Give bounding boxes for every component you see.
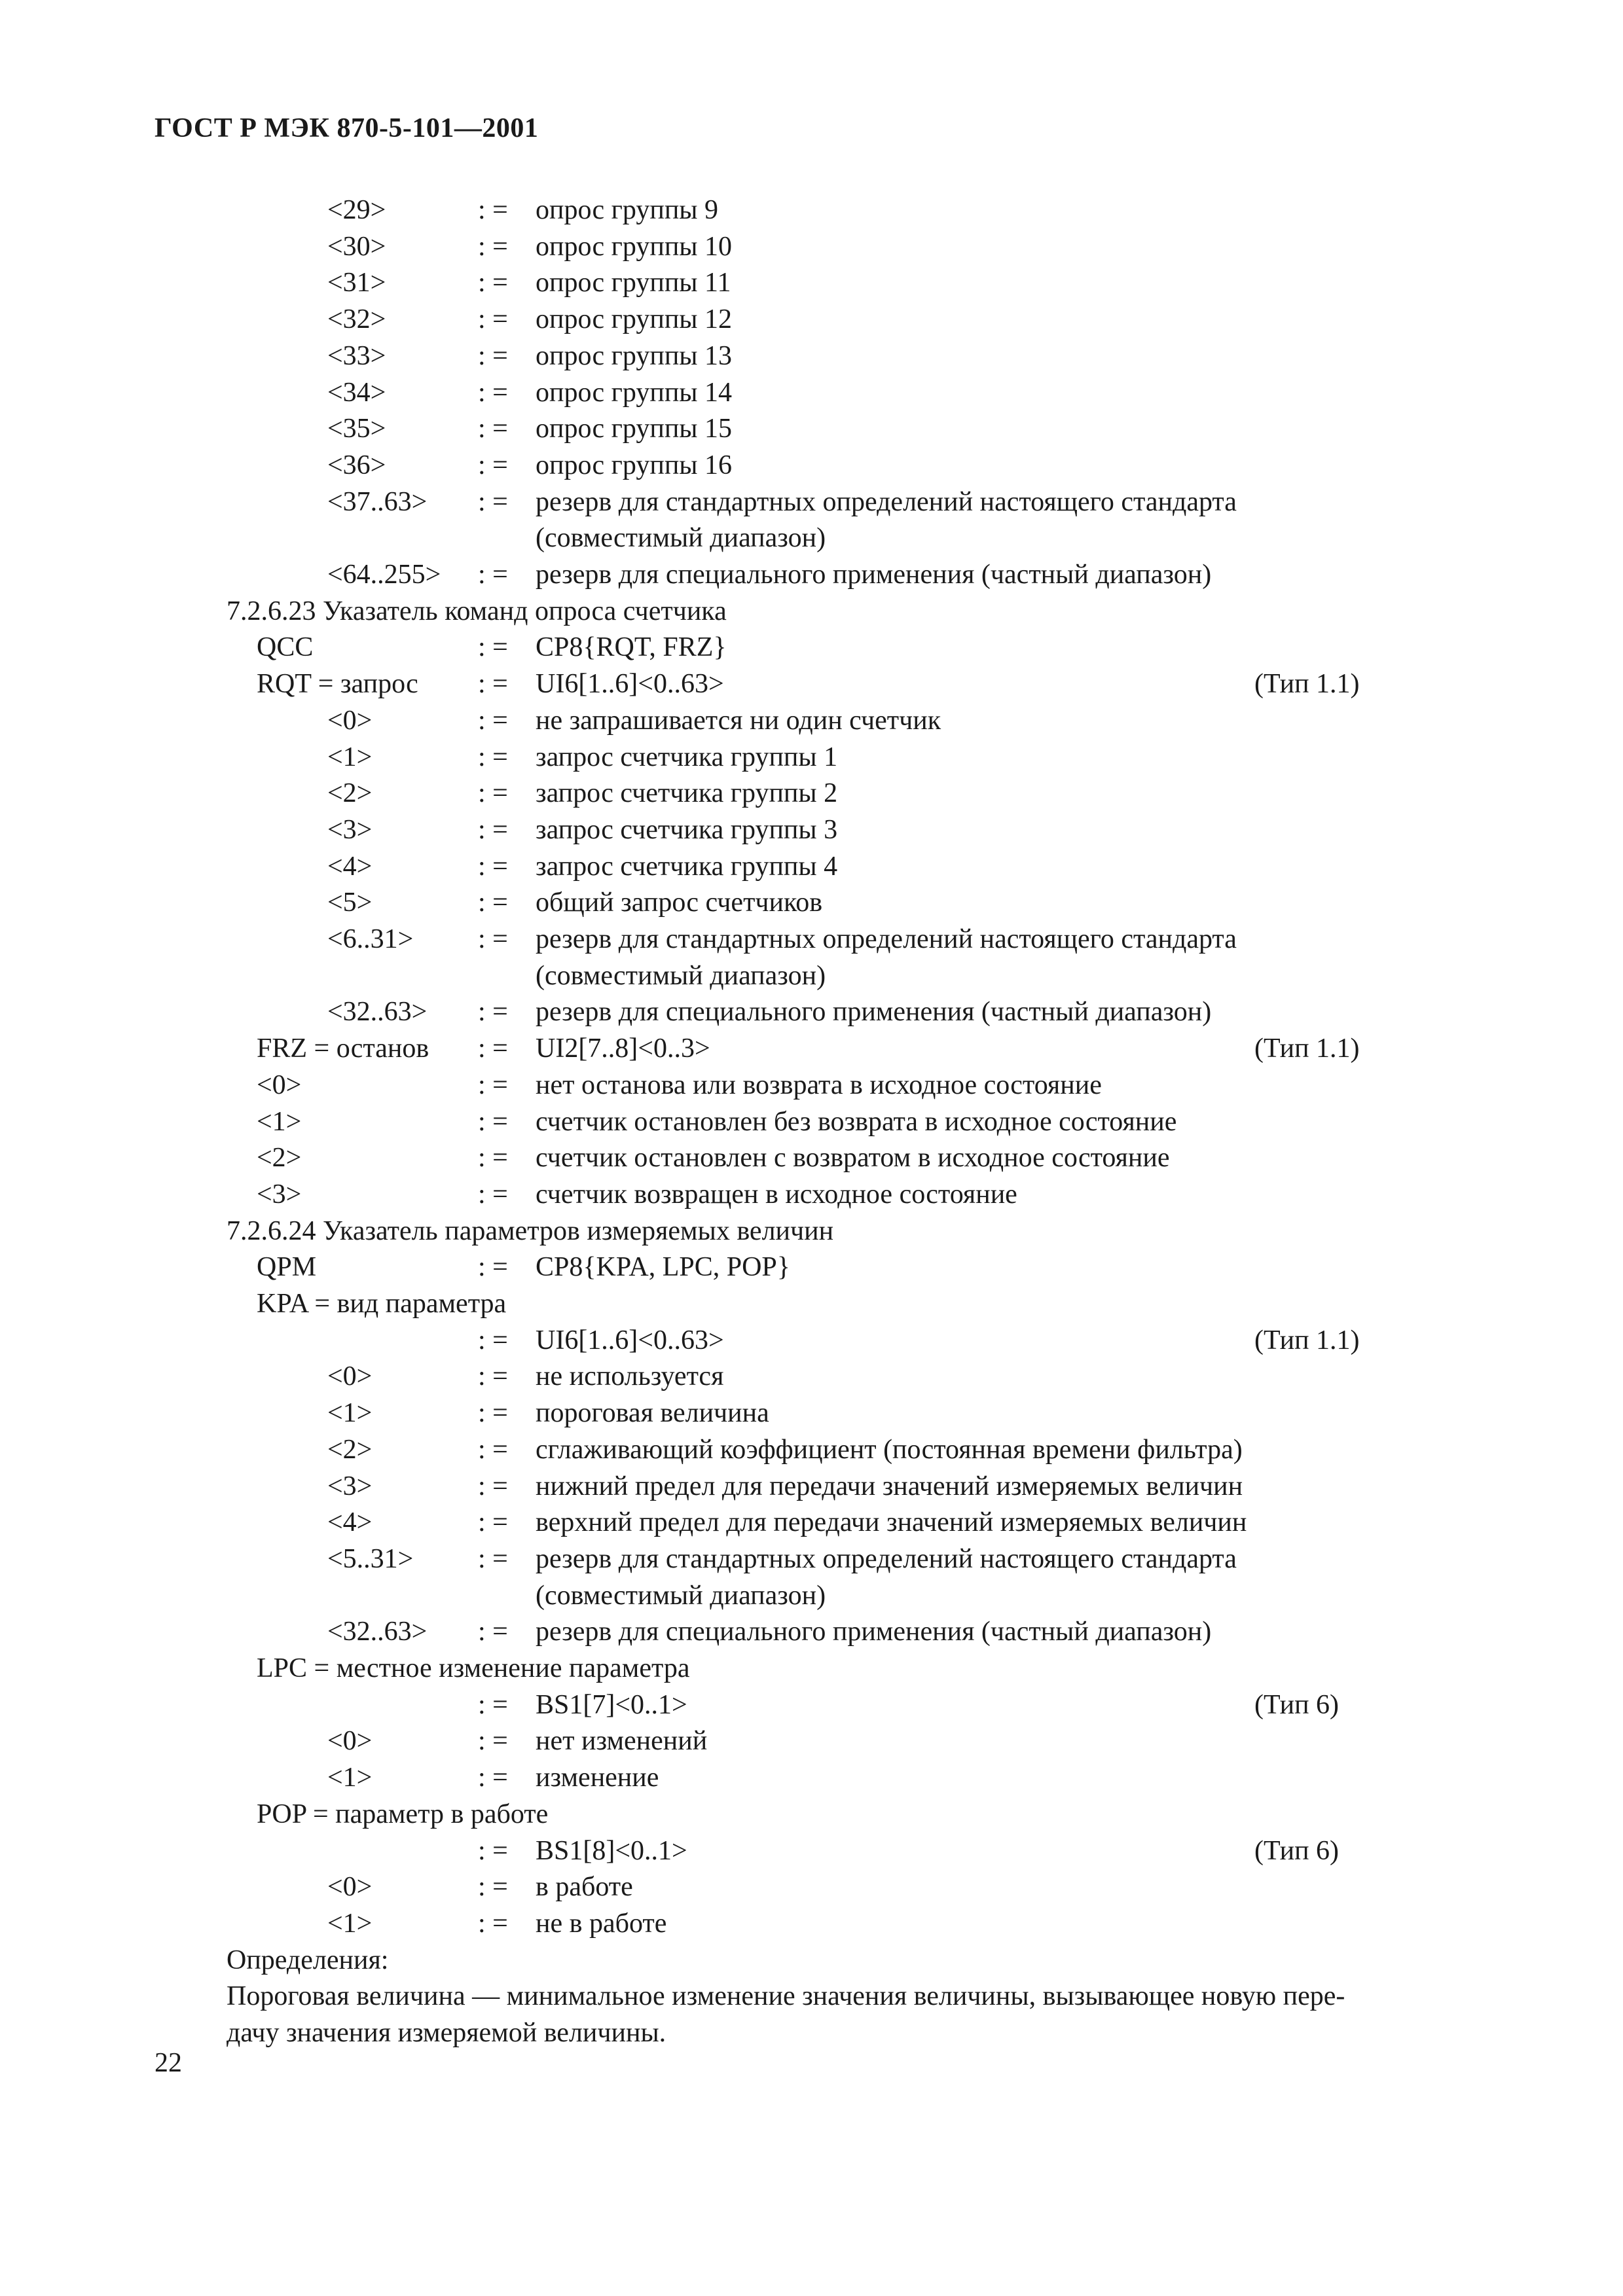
field-code: <4> bbox=[327, 851, 373, 882]
definition-operator: : = bbox=[478, 1908, 508, 1939]
field-code: <30> bbox=[327, 231, 386, 262]
field-description: нижний предел для передачи значений измеряемых величин bbox=[536, 1471, 1243, 1501]
definition-operator: : = bbox=[478, 1507, 508, 1538]
field-code: <1> bbox=[327, 1398, 373, 1429]
definition-operator: : = bbox=[478, 1689, 508, 1720]
field-description: резерв для специального применения (частный диапазон) bbox=[536, 1617, 1212, 1647]
field-code: <36> bbox=[327, 450, 386, 480]
definition-operator: : = bbox=[478, 924, 508, 954]
definition-operator: : = bbox=[478, 1835, 508, 1866]
field-code: <64..255> bbox=[327, 560, 441, 590]
field-description: верхний предел для передачи значений измеряемых величин bbox=[536, 1507, 1247, 1538]
field-description: (совместимый диапазон) bbox=[536, 960, 826, 991]
field-description: опрос группы 16 bbox=[536, 450, 733, 480]
definition-operator: : = bbox=[478, 1872, 508, 1903]
field-code: <4> bbox=[327, 1507, 373, 1538]
field-description: общий запрос счетчиков bbox=[536, 888, 823, 918]
page-number: 22 bbox=[155, 2048, 182, 2078]
definition-operator: : = bbox=[478, 1069, 508, 1100]
field-code: <6..31> bbox=[327, 924, 414, 954]
definition-operator: : = bbox=[478, 1106, 508, 1137]
type-reference: (Тип 1.1) bbox=[1254, 1325, 1360, 1355]
definition-operator: : = bbox=[478, 997, 508, 1028]
field-code: <5> bbox=[327, 888, 373, 918]
type-reference: (Тип 6) bbox=[1254, 1689, 1340, 1720]
field-code: <0> bbox=[327, 1872, 373, 1903]
field-code: KPA = вид параметра bbox=[257, 1289, 507, 1319]
field-description: UI2[7..8]<0..3> bbox=[536, 1033, 710, 1064]
field-code: <1> bbox=[327, 742, 373, 772]
field-description: счетчик остановлен без возврата в исходное состояние bbox=[536, 1106, 1177, 1137]
field-code: <3> bbox=[327, 1471, 373, 1501]
field-description: нет изменений bbox=[536, 1726, 708, 1757]
field-description: CP8{RQT, FRZ} bbox=[536, 632, 727, 663]
definition-operator: : = bbox=[478, 814, 508, 845]
section-title: 7.2.6.23 Указатель команд опроса счетчика bbox=[227, 596, 727, 626]
field-description: BS1[8]<0..1> bbox=[536, 1835, 687, 1866]
field-code: <33> bbox=[327, 340, 386, 371]
definition-operator: : = bbox=[478, 888, 508, 918]
field-code: <32..63> bbox=[327, 1617, 428, 1647]
definition-operator: : = bbox=[478, 195, 508, 225]
field-description: опрос группы 11 bbox=[536, 268, 731, 298]
field-description: опрос группы 14 bbox=[536, 377, 733, 408]
definition-operator: : = bbox=[478, 669, 508, 700]
definition-operator: : = bbox=[478, 1325, 508, 1355]
definition-operator: : = bbox=[478, 231, 508, 262]
definition-operator: : = bbox=[478, 1617, 508, 1647]
field-description: в работе bbox=[536, 1872, 633, 1903]
field-description: не запрашивается ни один счетчик bbox=[536, 705, 941, 736]
field-description: резерв для стандартных определений настоящего стандарта bbox=[536, 924, 1237, 954]
field-code: QCC bbox=[257, 632, 314, 663]
definition-operator: : = bbox=[478, 851, 508, 882]
section-title: 7.2.6.24 Указатель параметров измеряемых величин bbox=[227, 1215, 834, 1246]
field-description: опрос группы 9 bbox=[536, 195, 719, 225]
definition-operator: : = bbox=[478, 560, 508, 590]
field-description: резерв для стандартных определений настоящего стандарта bbox=[536, 1543, 1237, 1574]
field-description: опрос группы 10 bbox=[536, 231, 733, 262]
field-code: <29> bbox=[327, 195, 386, 225]
field-description: сглаживающий коэффициент (постоянная времени фильтра) bbox=[536, 1434, 1243, 1465]
field-code: <2> bbox=[257, 1143, 302, 1174]
definition-operator: : = bbox=[478, 1033, 508, 1064]
field-code: LPC = местное изменение параметра bbox=[257, 1653, 690, 1683]
definition-operator: : = bbox=[478, 414, 508, 444]
definition-text-line-1: Пороговая величина — минимальное изменение значения величины, вызывающее новую пере- bbox=[227, 1981, 1345, 2012]
field-description: пороговая величина bbox=[536, 1398, 769, 1429]
definition-operator: : = bbox=[478, 1398, 508, 1429]
definition-operator: : = bbox=[478, 1143, 508, 1174]
definition-operator: : = bbox=[478, 632, 508, 663]
definition-operator: : = bbox=[478, 340, 508, 371]
field-description: UI6[1..6]<0..63> bbox=[536, 669, 724, 700]
field-code: <0> bbox=[327, 1726, 373, 1757]
field-description: (совместимый диапазон) bbox=[536, 1580, 826, 1611]
field-description: не используется bbox=[536, 1361, 724, 1392]
field-description: резерв для специального применения (частный диапазон) bbox=[536, 997, 1212, 1028]
definition-operator: : = bbox=[478, 1179, 508, 1210]
definition-operator: : = bbox=[478, 1543, 508, 1574]
field-code: <1> bbox=[327, 1908, 373, 1939]
field-code: <2> bbox=[327, 778, 373, 809]
field-code: <37..63> bbox=[327, 486, 428, 517]
field-code: POP = параметр в работе bbox=[257, 1799, 549, 1829]
field-code: <31> bbox=[327, 268, 386, 298]
field-code: <5..31> bbox=[327, 1543, 414, 1574]
field-code: <1> bbox=[327, 1763, 373, 1793]
type-reference: (Тип 1.1) bbox=[1254, 1033, 1360, 1064]
definitions-title: Определения: bbox=[227, 1945, 389, 1975]
field-description: опрос группы 15 bbox=[536, 414, 733, 444]
definition-operator: : = bbox=[478, 742, 508, 772]
field-description: изменение bbox=[536, 1763, 659, 1793]
field-code: <32..63> bbox=[327, 997, 428, 1028]
definition-operator: : = bbox=[478, 486, 508, 517]
type-reference: (Тип 1.1) bbox=[1254, 669, 1360, 700]
definition-operator: : = bbox=[478, 1434, 508, 1465]
definition-operator: : = bbox=[478, 377, 508, 408]
definition-operator: : = bbox=[478, 1361, 508, 1392]
definition-operator: : = bbox=[478, 1763, 508, 1793]
definition-operator: : = bbox=[478, 778, 508, 809]
field-code: QPM bbox=[257, 1252, 317, 1283]
field-description: UI6[1..6]<0..63> bbox=[536, 1325, 724, 1355]
field-description: нет останова или возврата в исходное состояние bbox=[536, 1069, 1102, 1100]
field-description: запрос счетчика группы 3 bbox=[536, 814, 838, 845]
field-description: не в работе bbox=[536, 1908, 667, 1939]
field-description: BS1[7]<0..1> bbox=[536, 1689, 687, 1720]
field-description: счетчик остановлен с возвратом в исходное состояние bbox=[536, 1143, 1170, 1174]
type-reference: (Тип 6) bbox=[1254, 1835, 1340, 1866]
field-description: запрос счетчика группы 2 bbox=[536, 778, 838, 809]
document-header: ГОСТ Р МЭК 870-5-101—2001 bbox=[155, 113, 539, 143]
field-code: FRZ = останов bbox=[257, 1033, 429, 1064]
field-description: опрос группы 13 bbox=[536, 340, 733, 371]
definition-operator: : = bbox=[478, 1726, 508, 1757]
definition-operator: : = bbox=[478, 450, 508, 480]
field-description: запрос счетчика группы 1 bbox=[536, 742, 838, 772]
field-description: резерв для стандартных определений настоящего стандарта bbox=[536, 486, 1237, 517]
field-code: <0> bbox=[327, 1361, 373, 1392]
field-description: резерв для специального применения (частный диапазон) bbox=[536, 560, 1212, 590]
field-description: опрос группы 12 bbox=[536, 304, 733, 335]
definition-text-line-2: дачу значения измеряемой величины. bbox=[227, 2018, 666, 2048]
field-code: <3> bbox=[327, 814, 373, 845]
field-code: <35> bbox=[327, 414, 386, 444]
field-code: <2> bbox=[327, 1434, 373, 1465]
definition-operator: : = bbox=[478, 705, 508, 736]
definition-operator: : = bbox=[478, 304, 508, 335]
definition-operator: : = bbox=[478, 1252, 508, 1283]
field-code: RQT = запрос bbox=[257, 669, 418, 700]
field-description: счетчик возвращен в исходное состояние bbox=[536, 1179, 1017, 1210]
definition-operator: : = bbox=[478, 1471, 508, 1501]
field-description: CP8{KPA, LPC, POP} bbox=[536, 1252, 790, 1283]
definition-operator: : = bbox=[478, 268, 508, 298]
field-code: <32> bbox=[327, 304, 386, 335]
field-code: <3> bbox=[257, 1179, 302, 1210]
field-description: запрос счетчика группы 4 bbox=[536, 851, 838, 882]
field-description: (совместимый диапазон) bbox=[536, 523, 826, 554]
field-code: <34> bbox=[327, 377, 386, 408]
field-code: <1> bbox=[257, 1106, 302, 1137]
field-code: <0> bbox=[327, 705, 373, 736]
field-code: <0> bbox=[257, 1069, 302, 1100]
